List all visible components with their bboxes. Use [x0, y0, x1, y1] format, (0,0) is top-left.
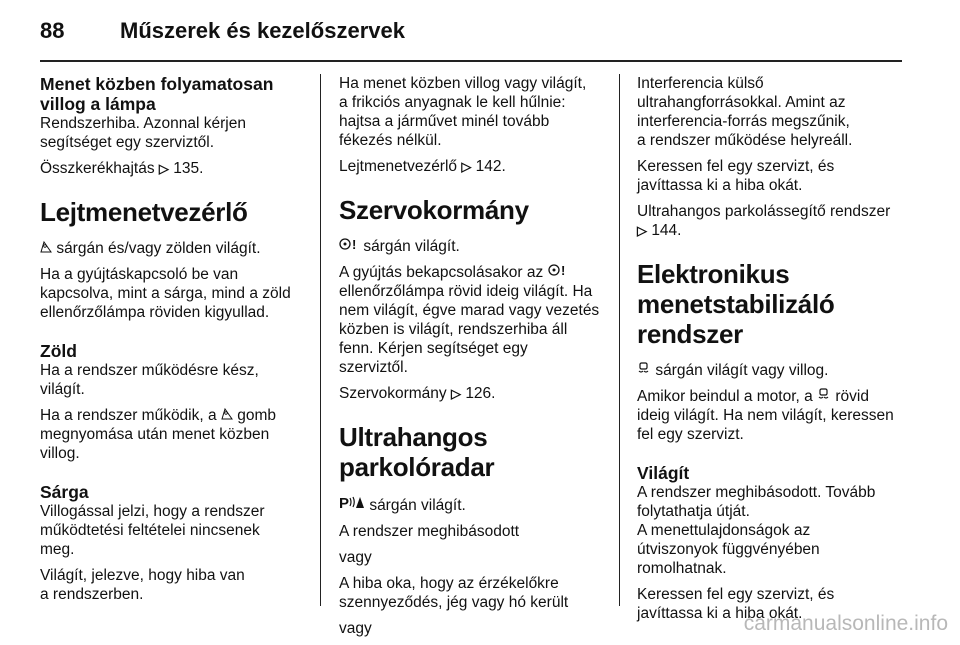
reference-arrow-icon: ▷: [461, 159, 472, 174]
paragraph: ! sárgán világít.: [339, 237, 604, 256]
section-title-stability-control: Elektronikus menetstabilizáló rendszer: [637, 259, 835, 349]
paragraph: Ha a rendszer működik, a gomb megnyomása után menet közben villog.: [40, 407, 277, 462]
paragraph: Amikor beindul a motor, a rövid ideig világít. Ha nem világít, keressen fel egy szervizt.: [637, 388, 894, 443]
paragraph: Rendszerhiba. Azonnal kérjen segítséget egy szerviztől.: [40, 115, 246, 151]
stability-control-icon: [637, 361, 651, 380]
reference-arrow-icon: ▷: [451, 386, 461, 401]
cross-reference: Összkerékhajtás ▷ 135.: [40, 160, 204, 177]
steering-warning-icon: [339, 237, 359, 256]
section-title-hill-descent: Lejtmenetvezérlő: [40, 197, 248, 227]
cross-reference: Szervokormány ▷ 126.: [339, 385, 496, 402]
paragraph: A hiba oka, hogy az érzékelőkre szennyeződés, jég vagy hó került: [339, 575, 569, 611]
paragraph: sárgán és/vagy zölden világít.: [40, 239, 305, 258]
reference-arrow-icon: ▷: [158, 161, 169, 176]
hill-descent-icon: [40, 239, 52, 258]
paragraph: Interferencia külső ultrahangforrásokkal. Amint az interferencia-forrás megszűnik, a rendszer működése helyreáll.: [637, 75, 853, 149]
column-1: [40, 74, 305, 611]
steering-warning-icon: [548, 263, 568, 282]
reference-arrow-icon: ▷: [637, 223, 647, 238]
cross-reference: Ultrahangos parkolássegítő rendszer ▷ 144.: [637, 203, 891, 239]
paragraph: Keressen fel egy szervizt, és javíttassa ki a hiba okát.: [637, 586, 835, 622]
svg-text:!: !: [560, 263, 565, 277]
paragraph: vagy: [339, 549, 372, 566]
paragraph: P sárgán világít.: [339, 495, 466, 514]
section-title-lit: Világít: [637, 463, 690, 483]
paragraph: A rendszer meghibásodott: [339, 523, 520, 540]
paragraph: Ha a rendszer működésre kész, világít.: [40, 362, 259, 398]
svg-text:P: P: [339, 495, 350, 510]
page-number: 88: [40, 18, 65, 43]
chapter-title: Műszerek és kezelőszervek: [120, 18, 405, 43]
cross-reference: Lejtmenetvezérlő ▷ 142.: [339, 158, 506, 175]
svg-text:!: !: [352, 237, 357, 251]
parking-radar-icon: [339, 494, 365, 515]
paragraph: Villogással jelzi, hogy a rendszer működtetési feltételei nincsenek meg.: [40, 503, 265, 558]
paragraph: Ha a gyújtáskapcsoló be van kapcsolva, mint a sárga, mind a zöld ellenőrzőlámpa röviden kigyullad.: [40, 266, 291, 321]
section-title-power-steering: Szervokormány: [339, 195, 529, 225]
section-title-parking-radar: Ultrahangos parkolóradar: [339, 422, 495, 482]
hill-descent-icon: [221, 406, 233, 425]
paragraph: Ha menet közben villog vagy világít, a frikciós anyagnak le kell hűlnie: hajtsa a járművet minél tovább fékezés nélkül.: [339, 75, 587, 149]
column-3: [637, 74, 902, 630]
stability-control-icon: [817, 387, 831, 406]
column-divider: [619, 74, 620, 606]
section-title-green: Zöld: [40, 341, 77, 361]
paragraph: A rendszer meghibásodott. Tovább folytathatja útját. A menettulajdonságok az útviszonyok függvényében romolhatnak.: [637, 484, 876, 577]
section-title-flashing: Menet közben folyamatosan villog a lámpa: [40, 74, 274, 114]
column-2: [339, 74, 604, 645]
page-header: [40, 18, 405, 48]
paragraph: Világít, jelezve, hogy hiba van a rendszerben.: [40, 567, 245, 603]
paragraph: A gyújtás bekapcsolásakor az ! ellenőrzőlámpa rövid ideig világít. Ha nem világít, égve marad vagy vezetés közben is világít, rendszerhiba áll fenn. Kérjen segítséget egy szerviztől.: [339, 263, 600, 376]
watermark: carmanualsonline.info: [743, 612, 948, 635]
paragraph: vagy: [339, 620, 372, 637]
paragraph: Keressen fel egy szervizt, és javíttassa ki a hiba okát.: [637, 158, 835, 194]
section-title-yellow: Sárga: [40, 482, 89, 502]
paragraph: sárgán világít vagy villog.: [637, 361, 902, 380]
header-rule: [40, 60, 902, 62]
column-divider: [320, 74, 321, 606]
